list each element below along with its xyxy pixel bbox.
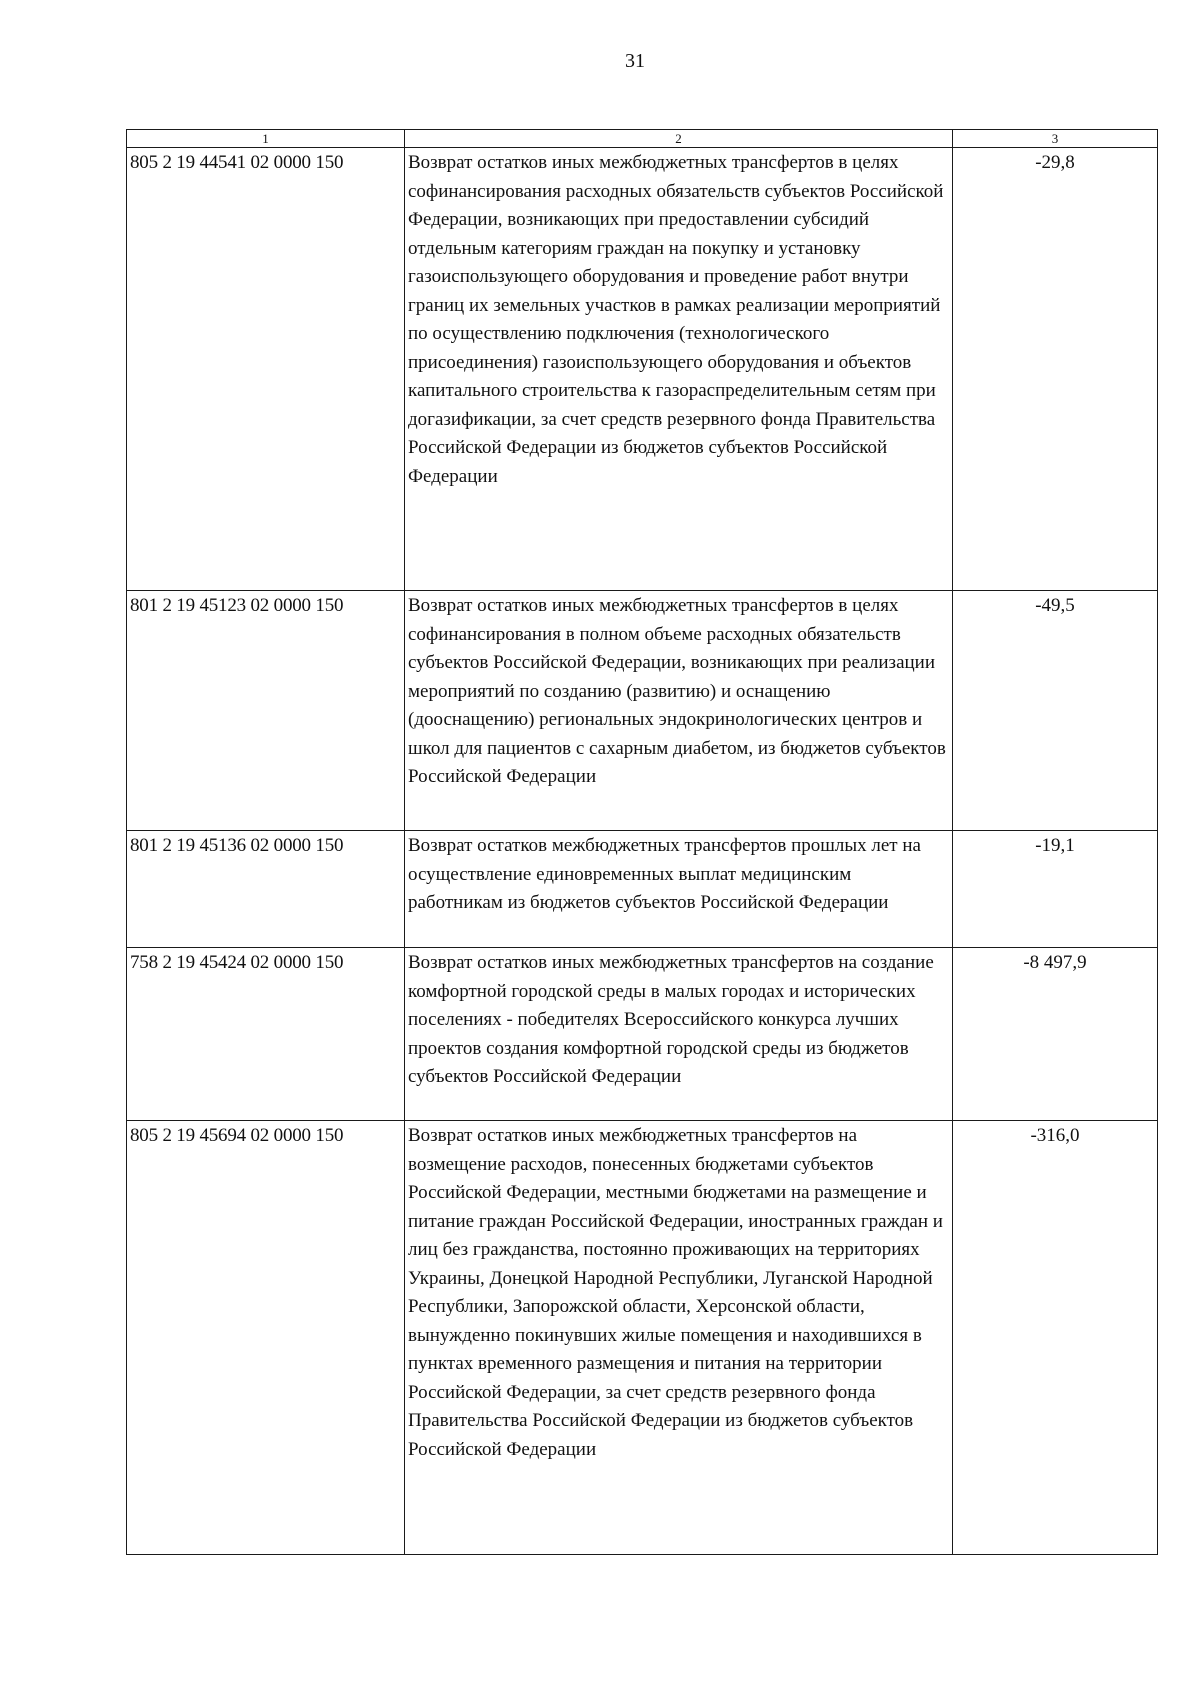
table-header-row (127, 130, 1158, 148)
budget-code: 758 2 19 45424 02 0000 150 (127, 948, 405, 1121)
row-description: Возврат остатков межбюджетных трансфертов прошлых лет на осуществление единовременных выплат медицинским работникам из бюджетов субъектов Российской Федерации (405, 831, 953, 948)
row-amount: -8 497,9 (953, 948, 1158, 1121)
table-row (127, 591, 1158, 831)
row-description: Возврат остатков иных межбюджетных трансфертов в целях софинансирования в полном объеме расходных обязательств субъектов Российской Федерации, возникающих при реализации мероприятий по созданию (развитию) и оснащению (дооснащению) региональных эндокринологических центров и школ для пациентов с сахарным диабетом, из бюджетов субъектов Российской Федерации (405, 591, 953, 831)
budget-table (126, 129, 1158, 1555)
column-header-amount: 3 (953, 130, 1158, 148)
row-amount: -19,1 (953, 831, 1158, 948)
column-header-code: 1 (127, 130, 405, 148)
row-amount: -49,5 (953, 591, 1158, 831)
budget-code: 801 2 19 45123 02 0000 150 (127, 591, 405, 831)
budget-code: 801 2 19 45136 02 0000 150 (127, 831, 405, 948)
row-amount: -29,8 (953, 148, 1158, 591)
row-description: Возврат остатков иных межбюджетных трансфертов на создание комфортной городской среды в малых городах и исторических поселениях - победителях Всероссийского конкурса лучших проектов создания комфортной городской среды из бюджетов субъектов Российской Федерации (405, 948, 953, 1121)
page-number: 31 (625, 50, 645, 72)
column-header-description: 2 (405, 130, 953, 148)
table-row (127, 948, 1158, 1121)
row-amount: -316,0 (953, 1121, 1158, 1555)
row-description: Возврат остатков иных межбюджетных трансфертов на возмещение расходов, понесенных бюджетами субъектов Российской Федерации, местными бюджетами на размещение и питание граждан Российской Федерации, иностранных граждан и лиц без гражданства, постоянно проживающих на территориях Украины, Донецкой Народной Республики, Луганской Народной Республики, Запорожской области, Херсонской области, вынужденно покинувших жилые помещения и находившихся в пунктах временного размещения и питания на территории Российской Федерации, за счет средств резервного фонда Правительства Российской Федерации из бюджетов субъектов Российской Федерации (405, 1121, 953, 1555)
budget-code: 805 2 19 44541 02 0000 150 (127, 148, 405, 591)
table-row (127, 831, 1158, 948)
budget-code: 805 2 19 45694 02 0000 150 (127, 1121, 405, 1555)
table-row (127, 148, 1158, 591)
row-description: Возврат остатков иных межбюджетных трансфертов в целях софинансирования расходных обязательств субъектов Российской Федерации, возникающих при предоставлении субсидий отдельным категориям граждан на покупку и установку газоиспользующего оборудования и проведение работ внутри границ их земельных участков в рамках реализации мероприятий по осуществлению подключения (технологического присоединения) газоиспользующего оборудования и объектов капитального строительства к газораспределительным сетям при догазификации, за счет средств резервного фонда Правительства Российской Федерации из бюджетов субъектов Российской Федерации (405, 148, 953, 591)
table-row (127, 1121, 1158, 1555)
